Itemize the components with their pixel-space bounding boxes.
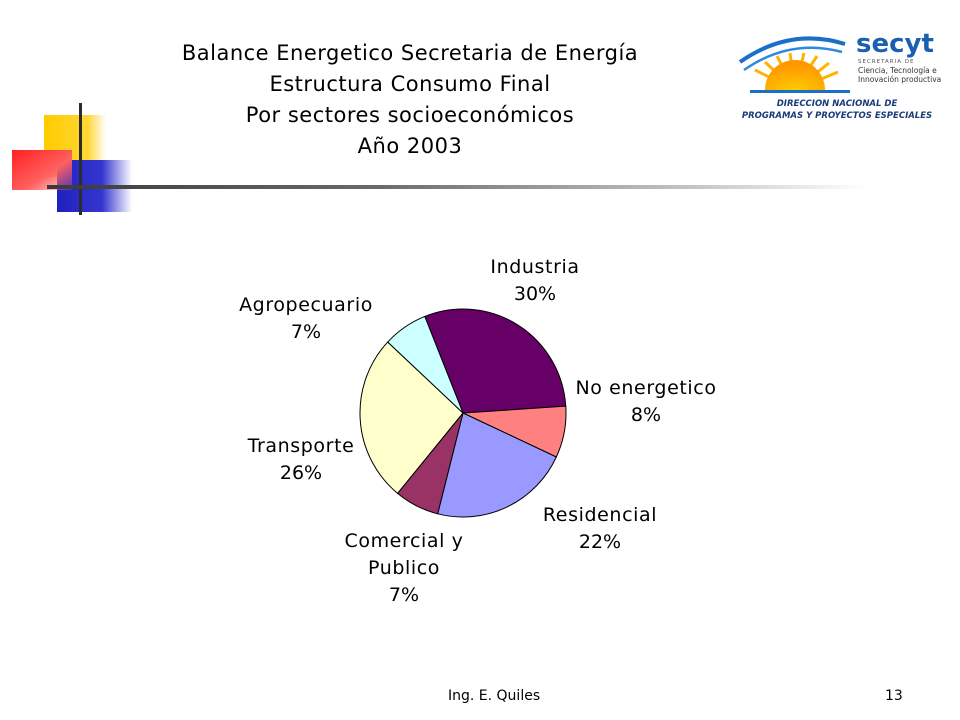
pie-label-industria: Industria 30%	[490, 256, 580, 305]
logo-banner-2: PROGRAMAS Y PROYECTOS ESPECIALES	[741, 111, 933, 121]
page-number: 13	[885, 688, 903, 704]
pie-value-transporte: 26%	[279, 462, 323, 484]
pie-slices	[360, 309, 566, 517]
pie-value-residencial: 22%	[578, 531, 622, 553]
logo-sub1: SECRETARIA DE	[858, 59, 915, 65]
pie-value-no-energetico: 8%	[630, 404, 662, 426]
pie-value-industria: 30%	[513, 283, 557, 305]
pie-label-residencial: Residencial 22%	[542, 504, 658, 553]
pie-label-agropecuario: Agropecuario 7%	[239, 294, 373, 343]
pie-value-comercial-y-publico: 7%	[388, 584, 420, 606]
logo-sub2: Ciencia, Tecnología e	[858, 66, 937, 75]
pie-label-no-energetico: No energetico 8%	[575, 377, 717, 426]
footer-author: Ing. E. Quiles	[448, 688, 541, 704]
title-line-3: Por sectores socioeconómicos	[245, 103, 575, 127]
pie-label-transporte: Transporte 26%	[247, 435, 355, 484]
pie-value-agropecuario: 7%	[290, 321, 322, 343]
logo-name: secyt	[856, 29, 934, 59]
title-line-2: Estructura Consumo Final	[269, 72, 551, 96]
title-line-1: Balance Energetico Secretaria de Energía	[181, 41, 639, 65]
logo-banner-1: DIRECCION NACIONAL DE	[776, 99, 898, 109]
pie-label-comercial-y-publico: Comercial y Publico 7%	[344, 530, 464, 606]
title-line-4: Año 2003	[357, 134, 463, 158]
logo-sub3: Innovación productiva	[858, 75, 942, 84]
